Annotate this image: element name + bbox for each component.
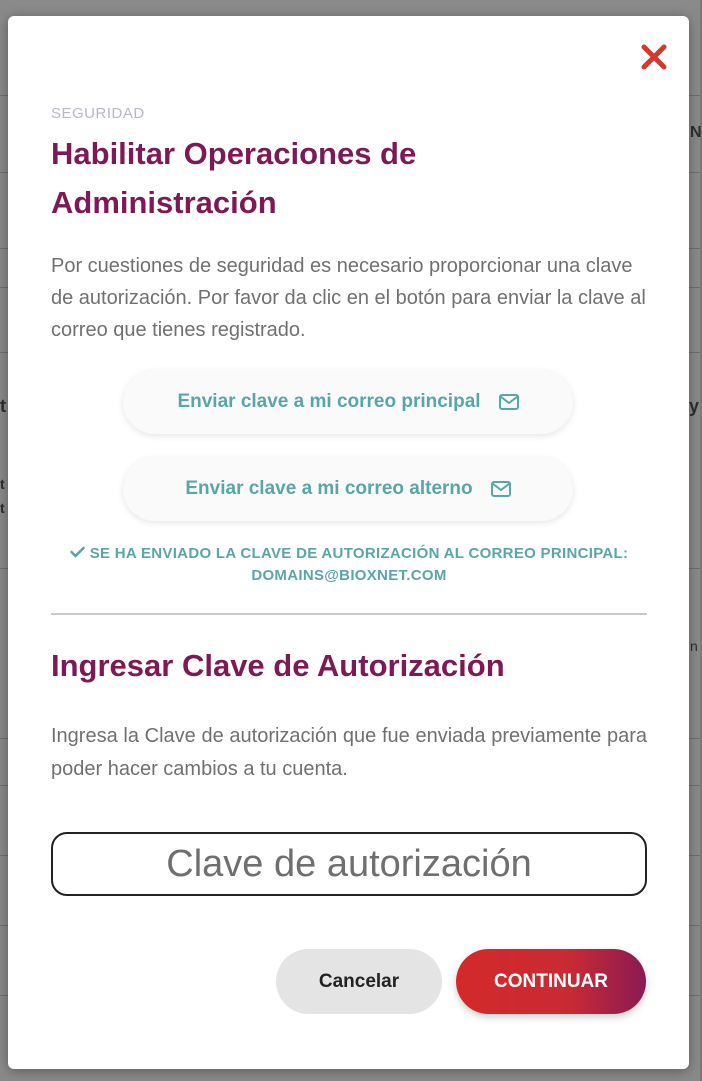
bg-text-fragment: n [690, 638, 698, 654]
modal-description: Por cuestiones de seguridad es necesario proporcionar una clave de autorización. Por favor da clic en el botón para enviar la clave al correo que tienes registrado. [51, 255, 646, 341]
section-description: Ingresa la Clave de autorización que fue enviada previamente para poder hacer cambios a tu cuenta. [51, 725, 647, 780]
envelope-icon [491, 481, 511, 497]
section-divider [51, 613, 647, 615]
close-button[interactable] [639, 42, 669, 72]
section-eyebrow: SEGURIDAD [51, 105, 145, 122]
close-x-icon [639, 42, 669, 72]
continue-button[interactable]: CONTINUAR [456, 949, 646, 1014]
authorization-key-input[interactable] [51, 832, 647, 896]
bg-text-fragment: t [0, 476, 5, 492]
send-alternate-email-button[interactable] [123, 457, 573, 521]
send-alt-label: Enviar clave a mi correo alterno [185, 478, 473, 499]
status-message [51, 543, 647, 587]
send-primary-email-button[interactable] [123, 370, 573, 434]
status-text: SE HA ENVIADO LA CLAVE DE AUTORIZACIÓN AL CORREO PRINCIPAL: DOMAINS@BIOXNET.COM [89, 545, 629, 584]
bg-text-fragment: y [689, 396, 700, 416]
bg-text-fragment: t [0, 500, 5, 516]
bg-text-fragment: t [0, 396, 6, 416]
envelope-icon [499, 394, 519, 410]
cancel-button[interactable]: Cancelar [276, 949, 442, 1014]
section-title: Ingresar Clave de Autorización [51, 648, 505, 683]
send-primary-label: Enviar clave a mi correo principal [177, 391, 481, 412]
bg-text-fragment: N [690, 124, 702, 141]
check-icon [70, 546, 85, 558]
authorization-modal [8, 16, 689, 1069]
modal-title: Habilitar Operaciones de Administración [51, 136, 417, 220]
